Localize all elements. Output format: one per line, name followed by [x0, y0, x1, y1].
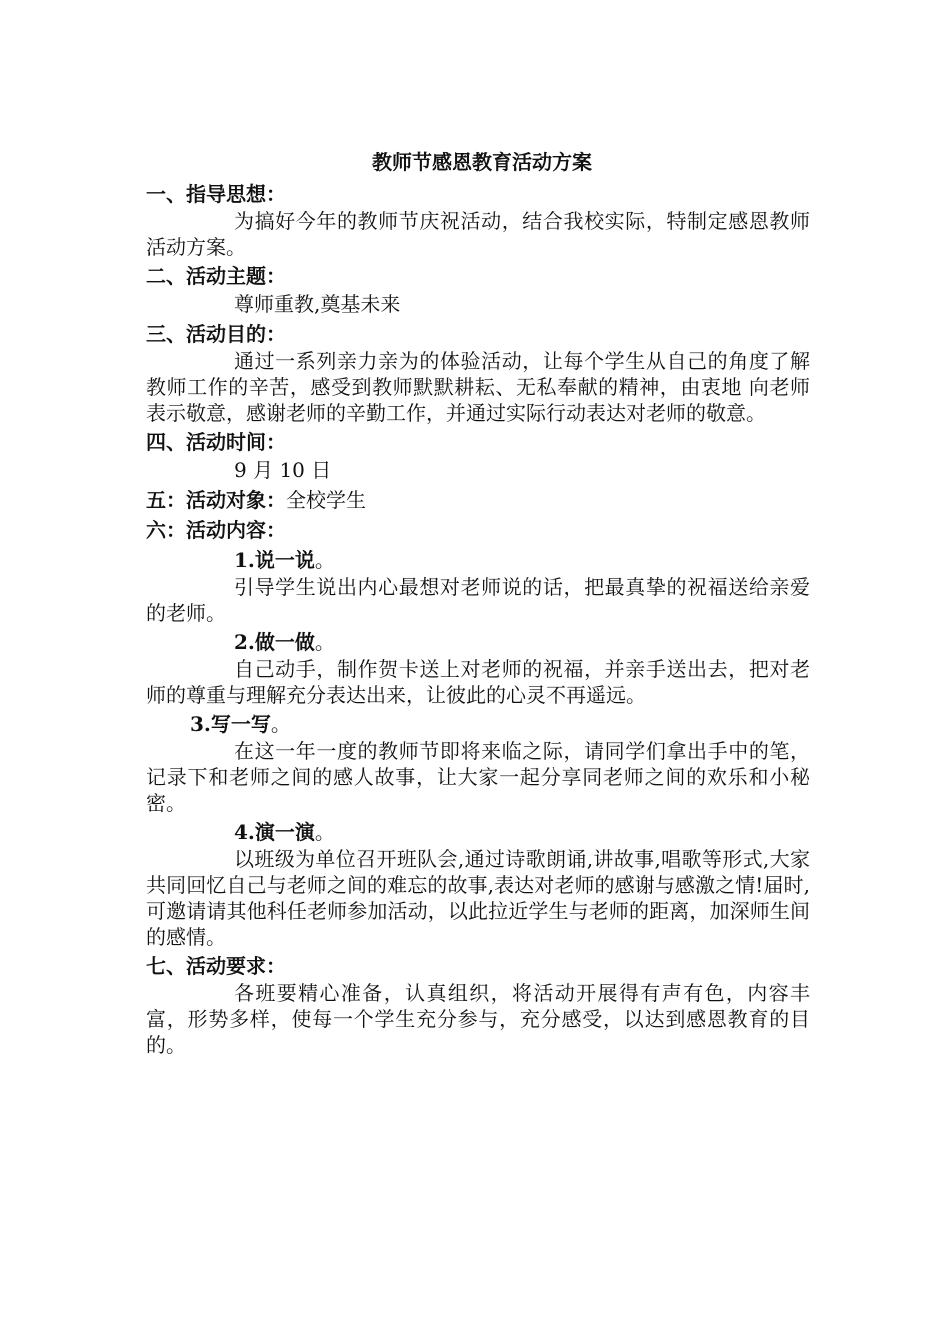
section-text-theme: 尊师重教,奠基未来: [234, 292, 401, 316]
section-heading-theme: 二、活动主题：: [146, 264, 286, 288]
section-heading-audience-label: 五：活动对象：: [146, 488, 286, 512]
activity-label-perform: 4.演一演: [234, 820, 315, 844]
activity-item-say: [146, 546, 810, 574]
activity-punct-make: 。: [314, 630, 335, 654]
activity-text-perform: 以班级为单位召开班队会,通过诗歌朗诵,讲故事,唱歌等形式,大家共同回忆自己与老师之间的难忘的故事,表达对老师的感谢与感激之情!届时,可邀请请其他科任老师参加活动，以此拉近学生与老师的距离，加深师生间的感情。: [146, 847, 810, 949]
document-page: [146, 148, 810, 1058]
section-text-purpose: 通过一系列亲力亲为的体验活动，让每个学生从自己的角度了解教师工作的辛苦，感受到教师默默耕耘、无私奉献的精神，由衷地 向老师表示敬意，感谢老师的辛勤工作，并通过实际行动表达对老师的敬意。: [146, 349, 810, 425]
activity-label-make: 2.做一做: [234, 630, 315, 654]
activity-label-say: 1.说一说: [234, 548, 315, 572]
section-heading-time: 四、活动时间：: [146, 430, 286, 454]
activity-item-perform: [146, 818, 810, 846]
activity-text-say: 引导学生说出内心最想对老师说的话，把最真挚的祝福送给亲爱的老师。: [146, 575, 810, 625]
activity-label-write: 3.写一写: [190, 712, 271, 736]
section-text-requirements: 各班要精心准备，认真组织，将活动开展得有声有色，内容丰富，形势多样，使每一个学生充分参与，充分感受，以达到感恩教育的目的。: [146, 981, 810, 1057]
activity-text-write: 在这一年一度的教师节即将来临之际，请同学们拿出手中的笔，记录下和老师之间的感人故事，让大家一起分享同老师之间的欢乐和小秘密。: [146, 739, 810, 815]
activity-item-write: [146, 710, 810, 738]
activity-item-make: [146, 628, 810, 656]
section-heading-content: 六：活动内容：: [146, 518, 286, 542]
section-text-time: 9 月 10 日: [234, 458, 332, 482]
activity-punct-say: 。: [314, 548, 335, 572]
section-heading-purpose: 三、活动目的：: [146, 322, 286, 346]
activity-punct-write: 。: [270, 712, 291, 736]
activity-text-make: 自己动手，制作贺卡送上对老师的祝福，并亲手送出去，把对老师的尊重与理解充分表达出来，让彼此的心灵不再遥远。: [146, 657, 810, 707]
section-value-audience: 全校学生: [286, 488, 366, 512]
section-heading-guiding-thought: 一、指导思想：: [146, 182, 286, 206]
section-heading-audience: [146, 486, 810, 514]
section-heading-requirements: 七、活动要求：: [146, 954, 286, 978]
section-text-guiding-thought: 为搞好今年的教师节庆祝活动，结合我校实际，特制定感恩教师活动方案。: [146, 209, 810, 259]
activity-punct-perform: 。: [314, 820, 335, 844]
document-title: 教师节感恩教育活动方案: [372, 150, 592, 174]
